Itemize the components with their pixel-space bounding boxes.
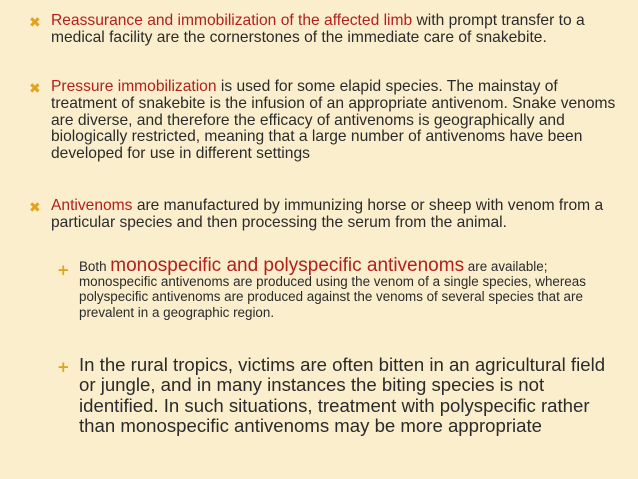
x-bullet-icon: ✖: [29, 200, 41, 216]
plus-bullet-icon: +: [57, 358, 70, 376]
bullet-3-text: [51, 198, 621, 232]
bullet-3-highlight: Antivenoms: [51, 197, 133, 214]
x-bullet-icon: ✖: [29, 15, 41, 31]
bullet-2-body: is used for some elapid species. The mainstay of treatment of snakebite is the infusion of an appropriate antivenom. Snake venoms are diverse, and therefore the efficacy of antivenoms is geographically and biologically restricted, meaning that a large number of antivenoms have been developed for use in different settings: [51, 78, 616, 163]
bullet-1-highlight: Reassurance and immobilization of the affected limb: [51, 12, 413, 29]
subbullet-1-body: are available; monospecific antivenoms are produced using the venom of a single species, whereas polyspecific antivenoms are produced against the venoms of several species that are prevalent in a geographic region.: [79, 259, 586, 320]
bullet-2-text: [51, 79, 621, 163]
subbullet-1-lead: Both: [79, 259, 111, 274]
plus-bullet-icon: +: [57, 261, 70, 279]
x-bullet-icon: ✖: [29, 81, 41, 97]
subbullet-2-text: In the rural tropics, victims are often bitten in an agricultural field or jungle, and in many instances the biting species is not identified. In such situations, treatment with polyspecific rather than monospecific antivenoms may be more appropriate: [79, 354, 606, 437]
bullet-1-text: [51, 13, 621, 47]
bullet-2-highlight: Pressure immobilization: [51, 78, 217, 95]
bullet-1-body: with prompt transfer to a medical facility are the cornerstones of the immediate care of snakebite.: [51, 12, 585, 46]
subbullet-1-highlight: monospecific and polyspecific antivenoms: [110, 255, 465, 276]
bullet-3-body: are manufactured by immunizing horse or sheep with venom from a particular species and then processing the serum from the animal.: [51, 197, 604, 231]
subbullet-1-text: [79, 255, 619, 320]
